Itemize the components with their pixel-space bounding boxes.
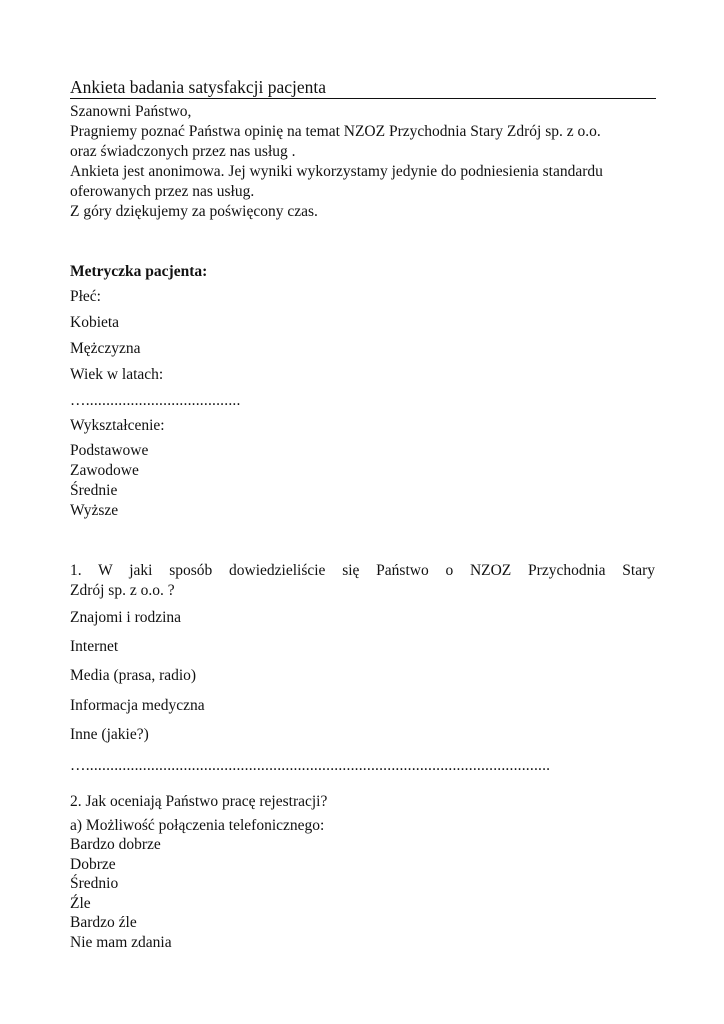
option-nie-mam-zdania[interactable]: Nie mam zdania [70,934,172,951]
question-1-line1: 1. W jaki sposób dowiedzieliście się Państwo o NZOZ Przychodnia Stary [70,562,655,579]
option-zle[interactable]: Źle [70,895,91,912]
plec-label: Płeć: [70,288,101,305]
option-podstawowe[interactable]: Podstawowe [70,442,149,459]
inne-input-blank[interactable]: ….................................................................................................................. [70,757,551,774]
question-2a: a) Możliwość połączenia telefonicznego: [70,817,325,834]
wyksztalcenie-label: Wykształcenie: [70,417,165,434]
intro-line: oraz świadczonych przez nas usług . [70,143,296,160]
option-znajomi[interactable]: Znajomi i rodzina [70,609,182,626]
metryczka-heading: Metryczka pacjenta: [70,263,208,280]
option-wyzsze[interactable]: Wyższe [70,502,119,519]
intro-line: Szanowni Państwo, [70,103,192,120]
option-mezczyzna[interactable]: Mężczyzna [70,340,141,357]
question-1-line2: Zdrój sp. z o.o. ? [70,582,175,599]
intro-line: oferowanych przez nas usług. [70,183,255,200]
intro-line: Z góry dziękujemy za poświęcony czas. [70,203,318,220]
intro-paragraph [70,102,658,222]
intro-line: Ankieta jest anonimowa. Jej wyniki wykorzystamy jedynie do podniesienia standardu [70,163,603,180]
option-bardzo-zle[interactable]: Bardzo źle [70,914,137,931]
option-srednio[interactable]: Średnio [70,875,119,892]
question-2: 2. Jak oceniają Państwo pracę rejestracji? [70,793,328,810]
wiek-input-blank[interactable]: …...................................... [70,392,241,409]
option-media[interactable]: Media (prasa, radio) [70,667,197,684]
option-zawodowe[interactable]: Zawodowe [70,462,139,479]
option-srednie[interactable]: Średnie [70,482,118,499]
document-title: Ankieta badania satysfakcji pacjenta [70,76,656,99]
option-internet[interactable]: Internet [70,638,119,655]
option-kobieta[interactable]: Kobieta [70,314,120,331]
intro-line: Pragniemy poznać Państwa opinię na temat NZOZ Przychodnia Stary Zdrój sp. z o.o. [70,123,601,140]
option-bardzo-dobrze[interactable]: Bardzo dobrze [70,836,161,853]
option-informacja[interactable]: Informacja medyczna [70,697,205,714]
option-dobrze[interactable]: Dobrze [70,856,116,873]
option-inne[interactable]: Inne (jakie?) [70,726,149,743]
wiek-label: Wiek w latach: [70,366,164,383]
